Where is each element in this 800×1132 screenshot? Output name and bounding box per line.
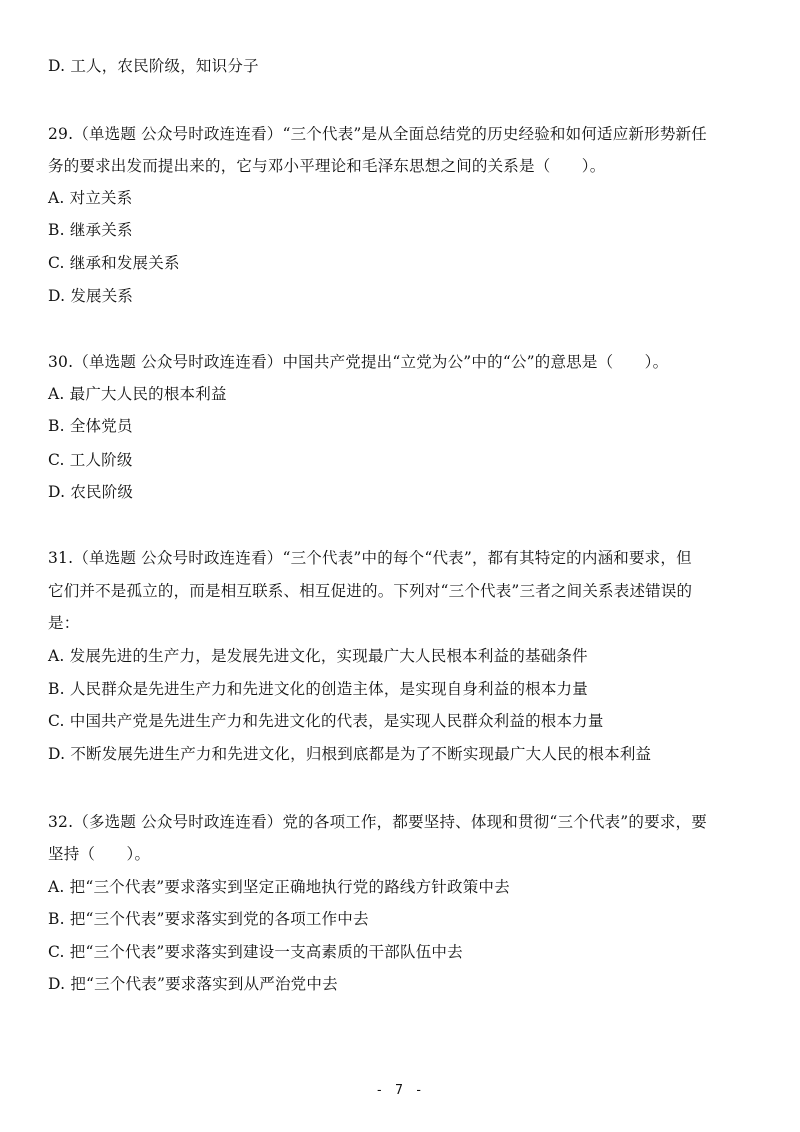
option-b: B. 继承关系 — [48, 221, 133, 239]
option-d: D. 发展关系 — [48, 287, 134, 305]
question-stem-line: 32.（多选题 公众号时政连连看）党的各项工作，都要坚持、体现和贯彻“三个代表”的要求，要 — [48, 813, 707, 831]
question-stem-line: 务的要求出发而提出来的，它与邓小平理论和毛泽东思想之间的关系是（ ）。 — [48, 157, 606, 175]
option-c: C. 继承和发展关系 — [48, 254, 180, 272]
option-d: D. 不断发展先进生产力和先进文化，归根到底都是为了不断实现最广大人民的根本利益 — [48, 745, 652, 763]
option-d: D. 农民阶级 — [48, 483, 134, 501]
option-c: C. 中国共产党是先进生产力和先进文化的代表，是实现人民群众利益的根本力量 — [48, 712, 604, 730]
question-stem-line: 它们并不是孤立的，而是相互联系、相互促进的。下列对“三个代表”三者之间关系表述错误的 — [48, 582, 693, 600]
option-a: A. 最广大人民的根本利益 — [48, 385, 227, 403]
option-d: D. 把“三个代表”要求落实到从严治党中去 — [48, 975, 338, 993]
page-number: - 7 - — [375, 1083, 425, 1098]
option-a: A. 对立关系 — [48, 189, 133, 207]
option-b: B. 把“三个代表”要求落实到党的各项工作中去 — [48, 910, 369, 928]
question-stem-line: 是： — [48, 614, 80, 632]
option-a: A. 把“三个代表”要求落实到坚定正确地执行党的路线方针政策中去 — [48, 878, 510, 896]
option-b: B. 人民群众是先进生产力和先进文化的创造主体，是实现自身利益的根本力量 — [48, 680, 588, 698]
question-stem-line: 坚持（ ）。 — [48, 845, 151, 863]
question-stem-line: 31.（单选题 公众号时政连连看）“三个代表”中的每个“代表”，都有其特定的内涵和要求，但 — [48, 549, 692, 567]
option-c: C. 把“三个代表”要求落实到建设一支高素质的干部队伍中去 — [48, 943, 463, 961]
question-stem-line: 30.（单选题 公众号时政连连看）中国共产党提出“立党为公”中的“公”的意思是（ ）。 — [48, 353, 669, 371]
question-stem-line: 29.（单选题 公众号时政连连看）“三个代表”是从全面总结党的历史经验和如何适应新形势新任 — [48, 125, 707, 143]
option-b: B. 全体党员 — [48, 417, 133, 435]
option-a: A. 发展先进的生产力，是发展先进文化，实现最广大人民根本利益的基础条件 — [48, 647, 588, 665]
option-c: C. 工人阶级 — [48, 451, 133, 469]
prev-question-option-d: D. 工人，农民阶级，知识分子 — [48, 57, 259, 75]
